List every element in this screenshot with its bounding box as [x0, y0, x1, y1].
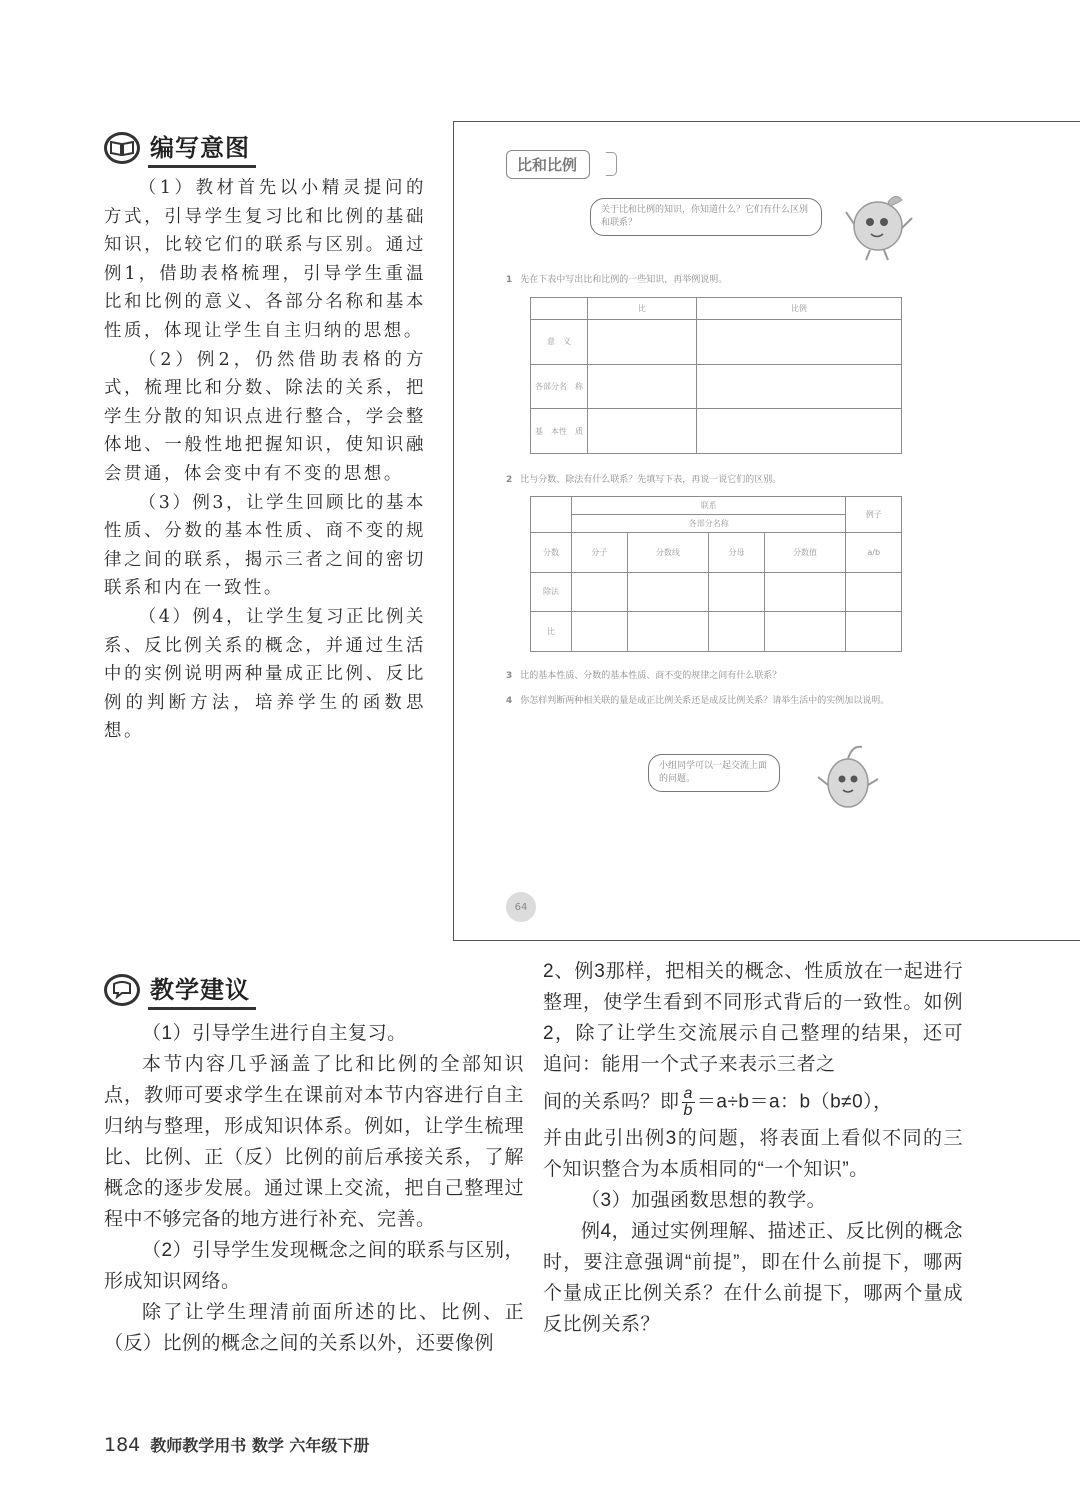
question-number: 3	[506, 671, 513, 681]
speech-bubble-2: 小组同学可以一起交流上面的问题。	[648, 754, 780, 792]
formula-prefix: 间的关系吗？即	[543, 1091, 680, 1113]
suggestion-paragraph: 本节内容几乎涵盖了比和比例的全部知识点，教师可要求学生在课前对本节内容进行自主归纳与整理，形成知识体系。例如，让学生梳理比、比例、正（反）比例的前后承接关系，了解概念的逐步发展。通过课上交流，把自己整理过程中不够完备的地方进行补充、完善。	[104, 1054, 524, 1230]
table-cell: 分数值	[764, 533, 846, 573]
suggestion-paragraph: 并由此引出例3的问题，将表面上看似不同的三个知识整合为本质相同的“一个知识”。	[543, 1128, 963, 1180]
question-2-text: 比与分数、除法有什么联系？先填写下表，再说一说它们的区别。	[520, 475, 782, 485]
formula-line	[543, 1086, 963, 1119]
book-title: 教师教学用书 数学 六年级下册	[150, 1436, 370, 1455]
suggestion-heading: 教学建议	[148, 970, 256, 1010]
page-footer	[104, 1433, 369, 1456]
speech-bubble-1: 关于比和比例的知识，你知道什么？它们有什么区别和联系？	[590, 198, 822, 236]
textbook-title: 比和比例	[506, 150, 590, 179]
table-header: 联系	[572, 497, 846, 515]
intent-heading: 编写意图	[148, 128, 256, 168]
intent-body	[104, 174, 426, 746]
suggestion-paragraph: （1）引导学生进行自主复习。	[142, 1023, 407, 1044]
table-cell: 分数线	[627, 533, 709, 573]
suggestion-paragraph: 例4，通过实例理解、描述正、反比例的概念时，要注意强调“前提”，即在什么前提下，哪两个量成正比例关系？在什么前提下，哪两个量成反比例关系？	[543, 1221, 963, 1335]
table-fraction-division	[530, 496, 902, 652]
table-header: 比例	[696, 298, 901, 320]
intent-paragraph: （1）教材首先以小精灵提问的方式，引导学生复习比和比例的基础知识，比较它们的联系与区别。通过例1，借助表格梳理，引导学生重温比和比例的意义、各部分名称和基本性质，体现让学生自主归纳的思想。	[104, 178, 426, 341]
question-number: 2	[506, 475, 513, 485]
book-icon	[104, 132, 140, 164]
table-corner	[531, 298, 588, 320]
question-2	[506, 472, 781, 485]
fraction-numerator: a	[683, 1085, 693, 1102]
textbook-page-number: 64	[506, 892, 536, 922]
table-cell: 分母	[709, 533, 765, 573]
table-header: 比	[588, 298, 697, 320]
suggestion-header	[104, 970, 256, 1010]
formula-suffix: ＝a÷b＝a：b（b≠0），	[696, 1091, 893, 1113]
question-number: 4	[506, 696, 513, 706]
table-row-label: 基 本性 质	[531, 409, 588, 454]
table-row-label: 意 义	[531, 320, 588, 365]
question-1-text: 先在下表中写出比和比例的一些知识，再举例说明。	[520, 275, 728, 285]
table-row-label: 除法	[531, 572, 572, 612]
suggestion-paragraph: 除了让学生理清前面所述的比、比例、正（反）比例的概念之间的关系以外，还要像例	[104, 1302, 524, 1354]
chat-icon	[104, 974, 140, 1006]
character-icon	[844, 188, 916, 264]
suggestion-paragraph: （3）加强函数思想的教学。	[581, 1190, 827, 1211]
page-number: 184	[104, 1434, 141, 1456]
table-cell: 分子	[572, 533, 628, 573]
table-header: 各部分名称	[572, 515, 846, 533]
question-3-text: 比的基本性质、分数的基本性质、商不变的规律之间有什么联系？	[520, 671, 782, 681]
table-row-label: 分数	[531, 533, 572, 573]
table-cell: a/b	[846, 533, 902, 573]
table-row-label: 各部分名 称	[531, 364, 588, 409]
table-header: 例子	[846, 497, 902, 533]
question-1	[506, 272, 727, 285]
textbook-page	[453, 121, 1080, 941]
suggestion-paragraph: （2）引导学生发现概念之间的联系与区别，形成知识网络。	[104, 1240, 524, 1292]
title-tab-decoration	[606, 152, 617, 176]
suggestion-paragraph: 2、例3那样，把相关的概念、性质放在一起进行整理，使学生看到不同形式背后的一致性。如例2，除了让学生交流展示自己整理的结果，还可追问：能用一个式子来表示三者之	[543, 961, 963, 1075]
character-icon	[816, 737, 886, 819]
question-3	[506, 668, 781, 681]
intent-paragraph: （4）例4，让学生复习正比例关系、反比例关系的概念，并通过生活中的实例说明两种量成正比例、反比例的判断方法，培养学生的函数思想。	[104, 606, 427, 742]
intent-header	[104, 128, 256, 168]
suggestion-left-column	[104, 1018, 524, 1359]
suggestion-right-column	[543, 956, 963, 1340]
question-4-text: 你怎样判断两种相关联的量是成正比例关系还是成反比例关系？请举生活中的实例加以说明。	[520, 696, 890, 706]
table-ratio-proportion	[530, 297, 902, 454]
intent-paragraph: （2）例2，仍然借助表格的方式，梳理比和分数、除法的关系，把学生分散的知识点进行整合，学会整体地、一般性地把握知识，使知识融会贯通，体会变中有不变的思想。	[104, 349, 426, 484]
question-number: 1	[506, 275, 513, 285]
question-4	[506, 694, 976, 708]
fraction	[682, 1086, 695, 1119]
intent-paragraph: （3）例3，让学生回顾比的基本性质、分数的基本性质、商不变的规律之间的联系，揭示三者之间的密切联系和内在一致性。	[104, 492, 427, 599]
table-row-label: 比	[531, 612, 572, 652]
fraction-denominator: b	[683, 1102, 693, 1119]
